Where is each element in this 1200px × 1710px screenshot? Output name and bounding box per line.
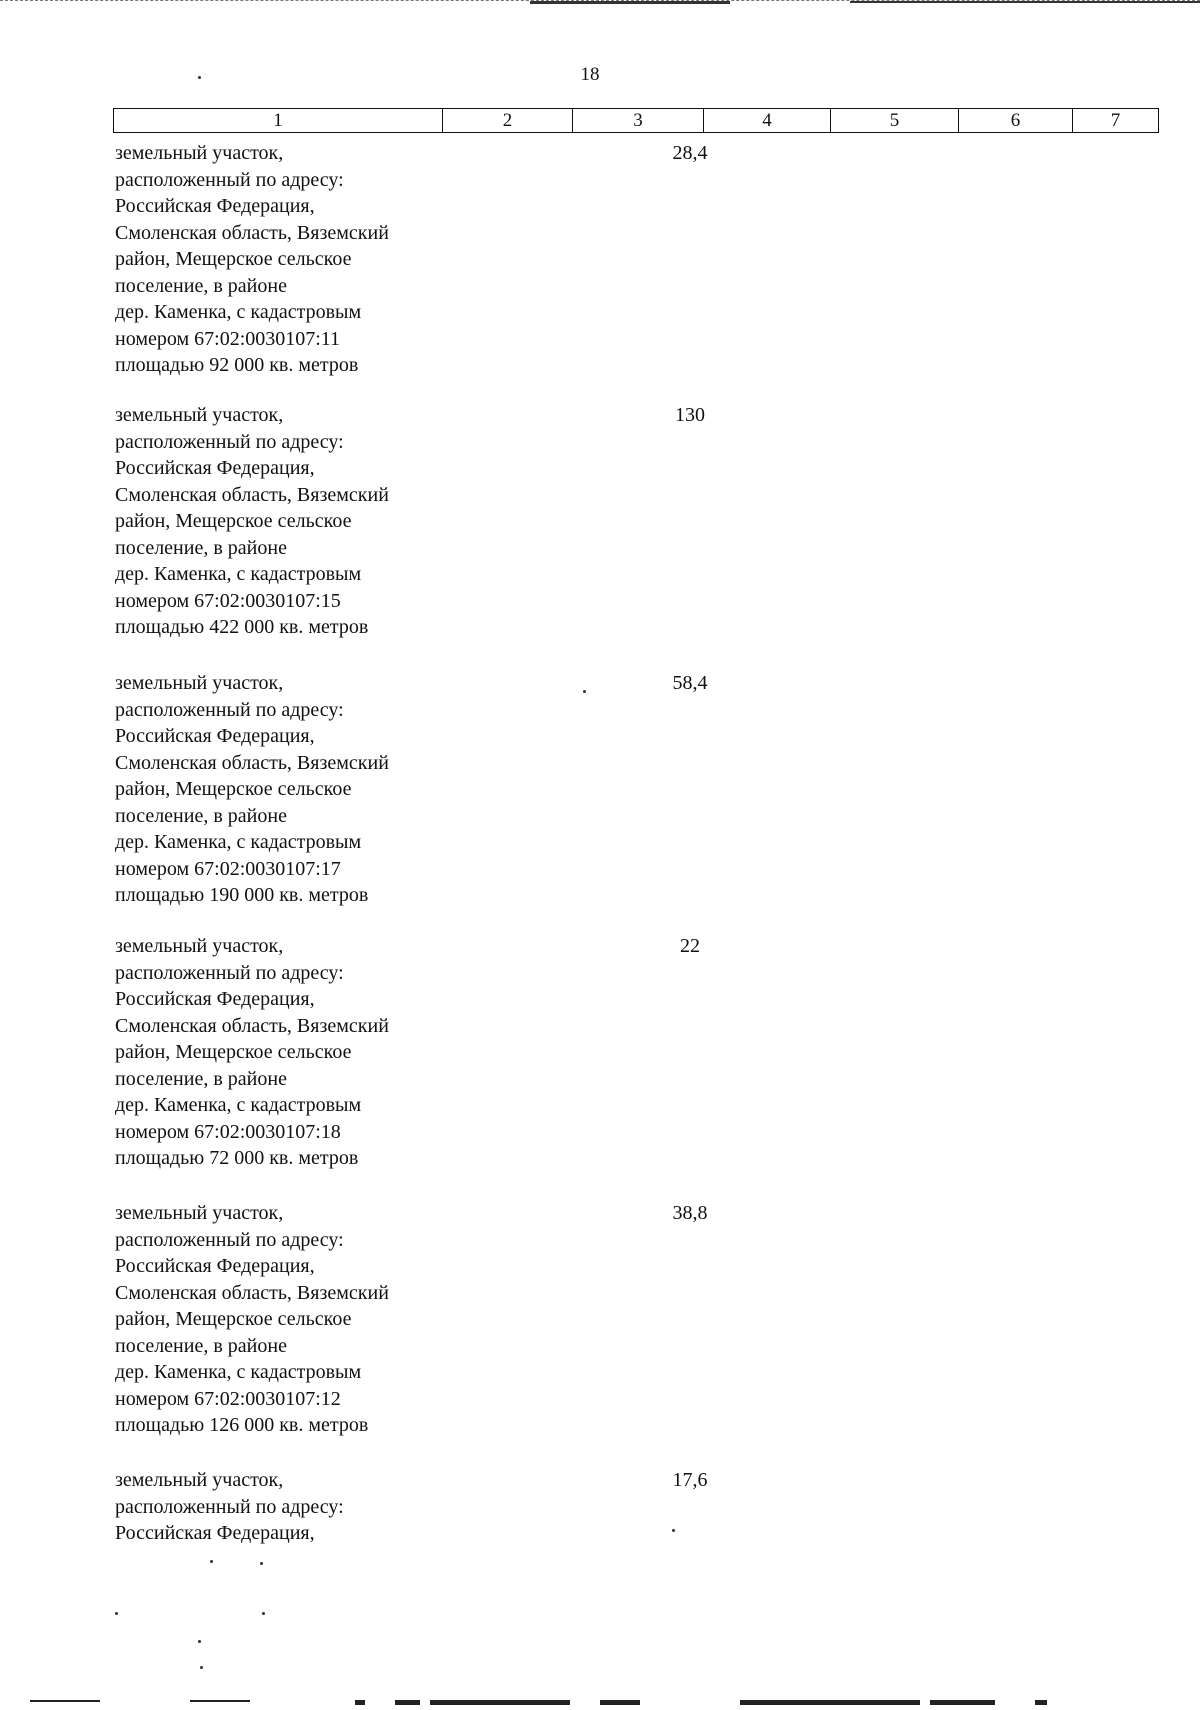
- description-line: поселение, в районе: [115, 804, 287, 827]
- description-line: Российская Федерация,: [115, 457, 315, 479]
- column-header-3: 3: [573, 109, 704, 133]
- scan-speck: [115, 1612, 118, 1615]
- land-plot-value: 22: [680, 935, 700, 957]
- description-line: дер. Каменка, с кадастровым: [115, 831, 362, 853]
- description-line: поселение, в районе: [115, 536, 287, 559]
- scan-speck: [198, 1640, 201, 1643]
- land-plot-value: 130: [675, 404, 705, 426]
- column-header-4: 4: [704, 109, 831, 133]
- description-line: поселение, в районе: [115, 1334, 287, 1357]
- scan-speck: [200, 1666, 203, 1669]
- column-header-6: 6: [959, 109, 1073, 133]
- description-line: земельный участок,: [115, 935, 284, 957]
- scan-speck: [210, 1560, 213, 1563]
- scan-bottom-edge: [0, 1696, 1200, 1710]
- description-line: номером 67:02:0030107:17: [115, 857, 341, 880]
- page-number: 18: [580, 64, 600, 85]
- description-line: площадью 92 000 кв. метров: [115, 354, 359, 376]
- description-line: Российская Федерация,: [115, 1522, 315, 1544]
- land-plot-description: [115, 140, 445, 379]
- description-line: поселение, в районе: [115, 1067, 287, 1090]
- land-plot-description: [115, 933, 445, 1172]
- description-line: площадью 72 000 кв. метров: [115, 1147, 359, 1169]
- description-line: номером 67:02:0030107:12: [115, 1387, 341, 1410]
- description-line: Смоленская область, Вяземский: [115, 1281, 389, 1304]
- description-line: номером 67:02:0030107:15: [115, 589, 341, 612]
- description-line: площадью 126 000 кв. метров: [115, 1414, 369, 1436]
- scan-speck: [198, 76, 201, 79]
- scan-speck: [262, 1612, 265, 1615]
- description-line: земельный участок,: [115, 404, 284, 426]
- description-line: земельный участок,: [115, 142, 284, 164]
- description-line: дер. Каменка, с кадастровым: [115, 1361, 362, 1383]
- land-plot-value: 38,8: [672, 1202, 708, 1224]
- description-line: Российская Федерация,: [115, 988, 315, 1010]
- description-line: район, Мещерское сельское: [115, 510, 352, 532]
- description-line: номером 67:02:0030107:18: [115, 1120, 341, 1143]
- column-header-row: [113, 108, 1159, 133]
- description-line: Российская Федерация,: [115, 195, 315, 217]
- description-line: Российская Федерация,: [115, 725, 315, 747]
- description-line: земельный участок,: [115, 1202, 284, 1224]
- description-line: район, Мещерское сельское: [115, 778, 352, 800]
- column-header-1: 1: [114, 109, 443, 133]
- column-header-7: 7: [1073, 109, 1159, 133]
- description-line: дер. Каменка, с кадастровым: [115, 301, 362, 323]
- description-line: площадью 190 000 кв. метров: [115, 884, 369, 906]
- description-line: расположенный по адресу:: [115, 430, 344, 453]
- scan-speck: [583, 690, 586, 693]
- description-line: район, Мещерское сельское: [115, 248, 352, 270]
- land-plot-value: 58,4: [672, 672, 708, 694]
- description-line: площадью 422 000 кв. метров: [115, 616, 369, 638]
- scan-speck: [260, 1562, 263, 1565]
- description-line: Российская Федерация,: [115, 1255, 315, 1277]
- description-line: Смоленская область, Вяземский: [115, 221, 389, 244]
- description-line: расположенный по адресу:: [115, 1495, 344, 1518]
- scan-top-edge: [0, 0, 1200, 5]
- description-line: район, Мещерское сельское: [115, 1041, 352, 1063]
- land-plot-description: [115, 1467, 445, 1547]
- description-line: земельный участок,: [115, 1469, 284, 1491]
- description-line: расположенный по адресу:: [115, 1228, 344, 1251]
- column-header-5: 5: [831, 109, 959, 133]
- description-line: Смоленская область, Вяземский: [115, 483, 389, 506]
- description-line: Смоленская область, Вяземский: [115, 751, 389, 774]
- scan-speck: [672, 1529, 675, 1532]
- land-plot-value: 28,4: [672, 142, 708, 164]
- land-plot-description: [115, 670, 445, 909]
- description-line: Смоленская область, Вяземский: [115, 1014, 389, 1037]
- description-line: расположенный по адресу:: [115, 698, 344, 721]
- land-plot-description: [115, 402, 445, 641]
- description-line: расположенный по адресу:: [115, 168, 344, 191]
- description-line: поселение, в районе: [115, 274, 287, 297]
- description-line: дер. Каменка, с кадастровым: [115, 563, 362, 585]
- description-line: район, Мещерское сельское: [115, 1308, 352, 1330]
- land-plot-value: 17,6: [672, 1469, 708, 1491]
- column-header-2: 2: [443, 109, 573, 133]
- land-plot-description: [115, 1200, 445, 1439]
- description-line: номером 67:02:0030107:11: [115, 327, 341, 350]
- description-line: расположенный по адресу:: [115, 961, 344, 984]
- description-line: земельный участок,: [115, 672, 284, 694]
- description-line: дер. Каменка, с кадастровым: [115, 1094, 362, 1116]
